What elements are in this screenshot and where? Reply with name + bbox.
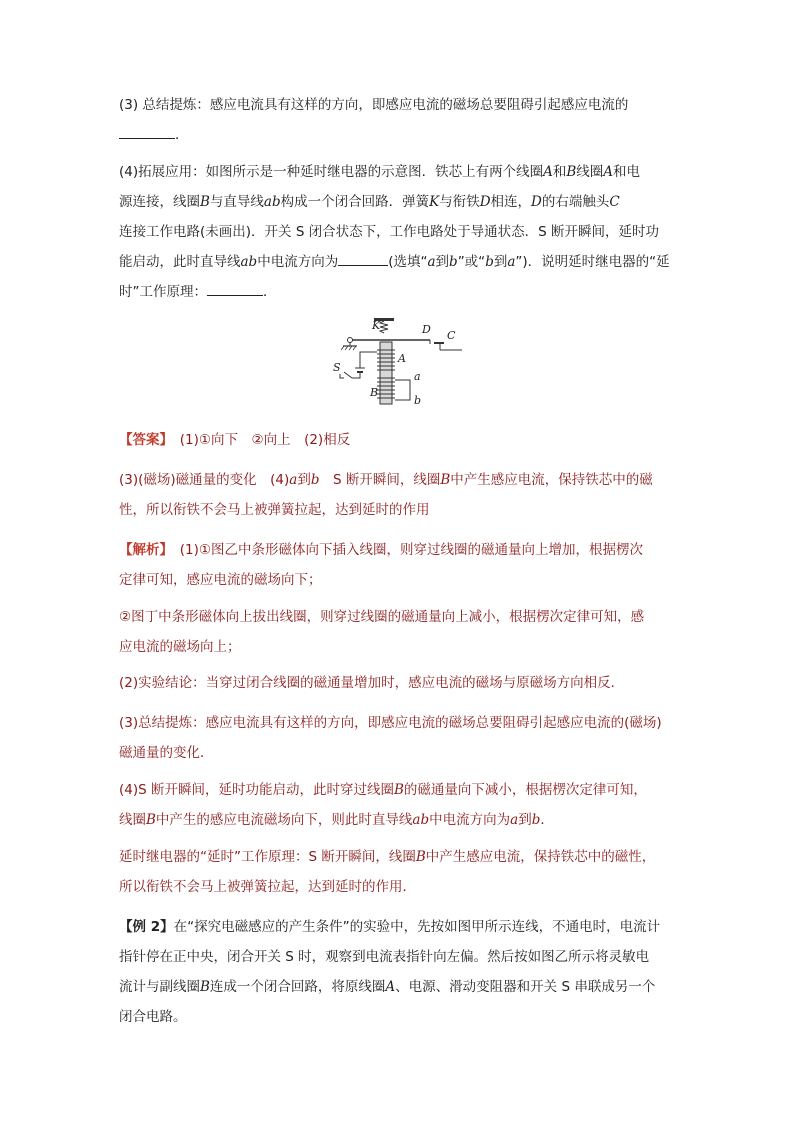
svg-text:C: C — [447, 329, 456, 342]
answer-blank — [119, 124, 175, 139]
analysis-p3: (2)实验结论：当穿过闭合线圈的磁通量增加时，感应电流的磁场与原磁场方向相反． — [119, 675, 625, 691]
answer-block: 【答案】 (1)①向下 ②向上 (2)相反 — [119, 432, 351, 448]
svg-text:b: b — [414, 394, 422, 407]
analysis-p2: ②图丁中条形磁体向上拔出线圈，则穿过线圈的磁通量向上减小，根据楞次定律可知，感 应电流的磁场向上； — [119, 609, 645, 655]
example2-paragraph: 【例 2】在“探究电磁感应的产生条件”的实验中，先按如图甲所示连线，不通电时，电流计 指针停在正中央，闭合开关 S 时，观察到电流表指针向左偏。然后按如图乙所示将灵敏电 流计与副线圈B连成一个闭合回路，将原线圈A、电源、滑动变阻器和开关 S 串联成另一个 闭合电路。 — [119, 919, 661, 1025]
iron-core — [380, 342, 392, 404]
example2-tag: 【例 2】 — [119, 919, 174, 935]
analysis-p5: (4)S 断开瞬间，延时功能启动，此时穿过线圈B的磁通量向下减小，根据楞次定律可知， 线圈B中产生的感应电流磁场向下，则此时直导线ab中电流方向为a到b． — [119, 782, 647, 828]
svg-text:D: D — [422, 323, 431, 336]
analysis-tag: 【解析】 — [119, 542, 167, 558]
analysis-p4: (3)总结提炼：感应电流具有这样的方向，即感应电流的磁场总要阻碍引起感应电流的(磁场) 磁通量的变化． — [119, 715, 662, 761]
svg-text:a: a — [414, 370, 421, 383]
svg-text:S: S — [333, 361, 341, 374]
analysis-p1: 【解析】 (1)①图乙中条形磁体向下插入线圈，则穿过线圈的磁通量向上增加，根据楞次 定律可知，感应电流的磁场向下； — [119, 542, 643, 588]
pivot-icon — [348, 338, 353, 343]
q3-paragraph: (3) 总结提炼：感应电流具有这样的方向，即感应电流的磁场总要阻碍引起感应电流的 ． — [119, 97, 629, 143]
delay-relay-diagram — [330, 316, 470, 412]
switch-s-icon — [344, 372, 352, 378]
svg-text:K: K — [372, 319, 381, 332]
wire-ab — [395, 380, 410, 400]
answer-block-2: (3)(磁场)磁通量的变化 (4)a到b S 断开瞬间，线圈B中产生感应电流，保持铁芯中的磁 性，所以衔铁不会马上被弹簧拉起，达到延时的作用 — [119, 472, 653, 518]
q4-paragraph: (4)拓展应用：如图所示是一种延时继电器的示意图．铁芯上有两个线圈A和B线圈A和电 源连接，线圈B与直导线ab构成一个闭合回路．弹簧K与衔铁D相连，D的右端触头C 连接工作电路(未画出)．开关 S 闭合状态下，工作电路处于导通状态．S 断开瞬间，延时功 能启动，此时直导线ab中电流方向为 (选填“a到b”或“b到a”)．说明延时继电器的“延 时”工作原理： ． — [119, 164, 670, 300]
delay-principle: 延时继电器的“延时”工作原理：S 断开瞬间，线圈B中产生感应电流，保持铁芯中的磁性， 所以衔铁不会马上被弹簧拉起，达到延时的作用． — [119, 849, 656, 895]
svg-text:B: B — [370, 386, 379, 399]
answer-blank — [207, 281, 263, 296]
answer-blank — [338, 251, 388, 266]
svg-text:A: A — [398, 352, 406, 365]
contact-c-icon — [434, 342, 444, 344]
answer-tag: 【答案】 — [119, 432, 167, 448]
spring-k-icon — [380, 321, 388, 333]
